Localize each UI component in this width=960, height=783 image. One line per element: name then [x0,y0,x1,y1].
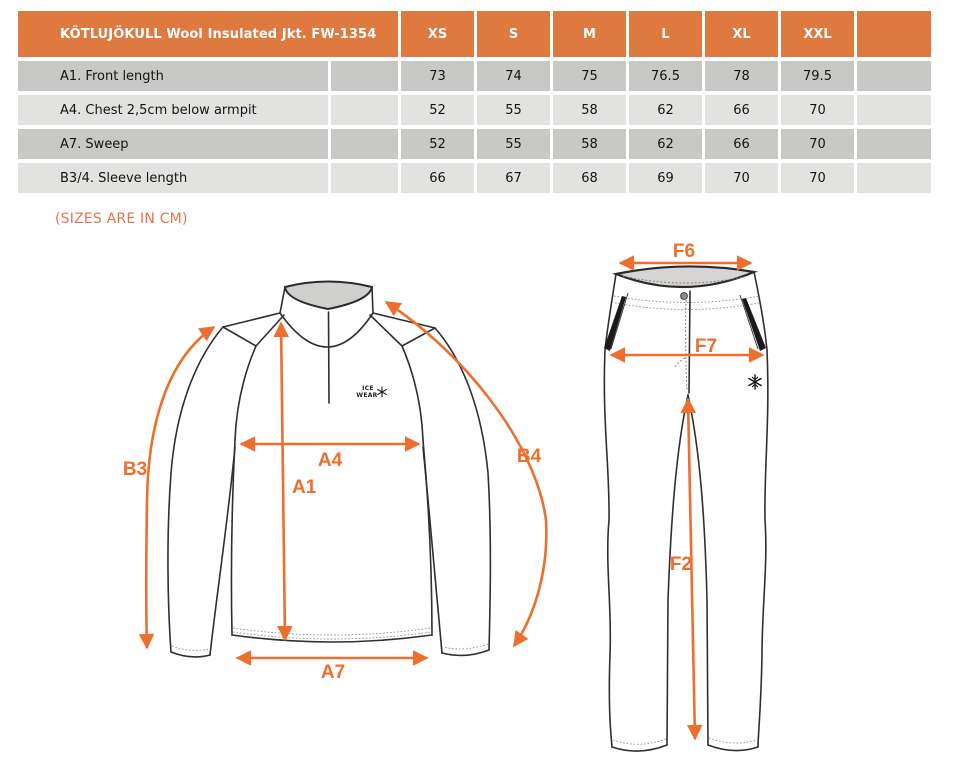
row-label: A7. Sweep [18,129,328,159]
size-value: 62 [629,95,702,125]
pants-diagram [575,240,960,775]
size-value: 74 [477,61,550,91]
spacer-cell [857,163,931,193]
jacket-body [223,312,435,642]
sizes-note: (SIZES ARE IN CM) [55,211,188,227]
size-value: 70 [781,95,854,125]
size-value: 58 [553,129,626,159]
size-column-header-m: M [553,11,626,57]
a7-label: A7 [320,662,346,683]
size-value: 73 [401,61,474,91]
a4-label: A4 [317,450,343,471]
size-value: 70 [781,163,854,193]
size-value: 58 [553,95,626,125]
snowflake-icon [749,375,761,389]
size-value: 62 [629,129,702,159]
spacer-cell [857,61,931,91]
f2-label: F2 [669,554,692,575]
size-value: 55 [477,129,550,159]
size-value: 69 [629,163,702,193]
waist-button [681,293,688,300]
b4-measure-arrow [386,302,546,646]
logo-text-wear: WEAR [356,392,378,399]
size-value: 76.5 [629,61,702,91]
jacket-collar [280,282,373,348]
spacer-cell [331,129,398,159]
spacer-cell [331,163,398,193]
size-column-header-xs: XS [401,11,474,57]
b3-label: B3 [122,459,148,480]
size-value: 67 [477,163,550,193]
spacer-cell [857,129,931,159]
size-column-header-xl: XL [705,11,778,57]
size-column-header-xxl: XXL [781,11,854,57]
spacer-cell [857,95,931,125]
f6-label: F6 [672,241,696,262]
pants-waistband [614,266,760,309]
size-value: 66 [705,129,778,159]
row-label: A1. Front length [18,61,328,91]
size-value: 75 [553,61,626,91]
pants-fly [674,291,690,393]
spacer-cell [331,61,398,91]
jacket-left-sleeve [168,327,235,657]
row-label: A4. Chest 2,5cm below armpit [18,95,328,125]
size-column-header-l: L [629,11,702,57]
f7-label: F7 [694,336,718,357]
zipper-line [329,312,330,403]
spacer-cell [331,95,398,125]
size-value: 66 [401,163,474,193]
size-column-header-s: S [477,11,550,57]
size-table [18,11,931,193]
size-value: 55 [477,95,550,125]
pants-outline [604,272,768,751]
icewear-logo [356,385,386,399]
row-label: B3/4. Sleeve length [18,163,328,193]
size-value: 52 [401,95,474,125]
size-value: 70 [781,129,854,159]
table-title: KÖTLUJÖKULL Wool Insulated Jkt. FW-1354 [18,11,398,57]
size-value: 52 [401,129,474,159]
size-value: 68 [553,163,626,193]
b3-measure-arrow [146,327,214,648]
a1-label: A1 [292,477,317,498]
a1-measure-arrow [281,323,285,640]
b4-label: B4 [516,446,542,467]
header-spacer-cell [857,11,931,57]
size-value: 66 [705,95,778,125]
logo-text-ice: ICE [362,385,374,392]
size-value: 78 [705,61,778,91]
pants-pockets [604,293,766,351]
size-value: 70 [705,163,778,193]
snowflake-icon [378,387,387,397]
jacket-right-sleeve [423,328,490,655]
size-value: 79.5 [781,61,854,91]
jacket-diagram [95,240,555,720]
